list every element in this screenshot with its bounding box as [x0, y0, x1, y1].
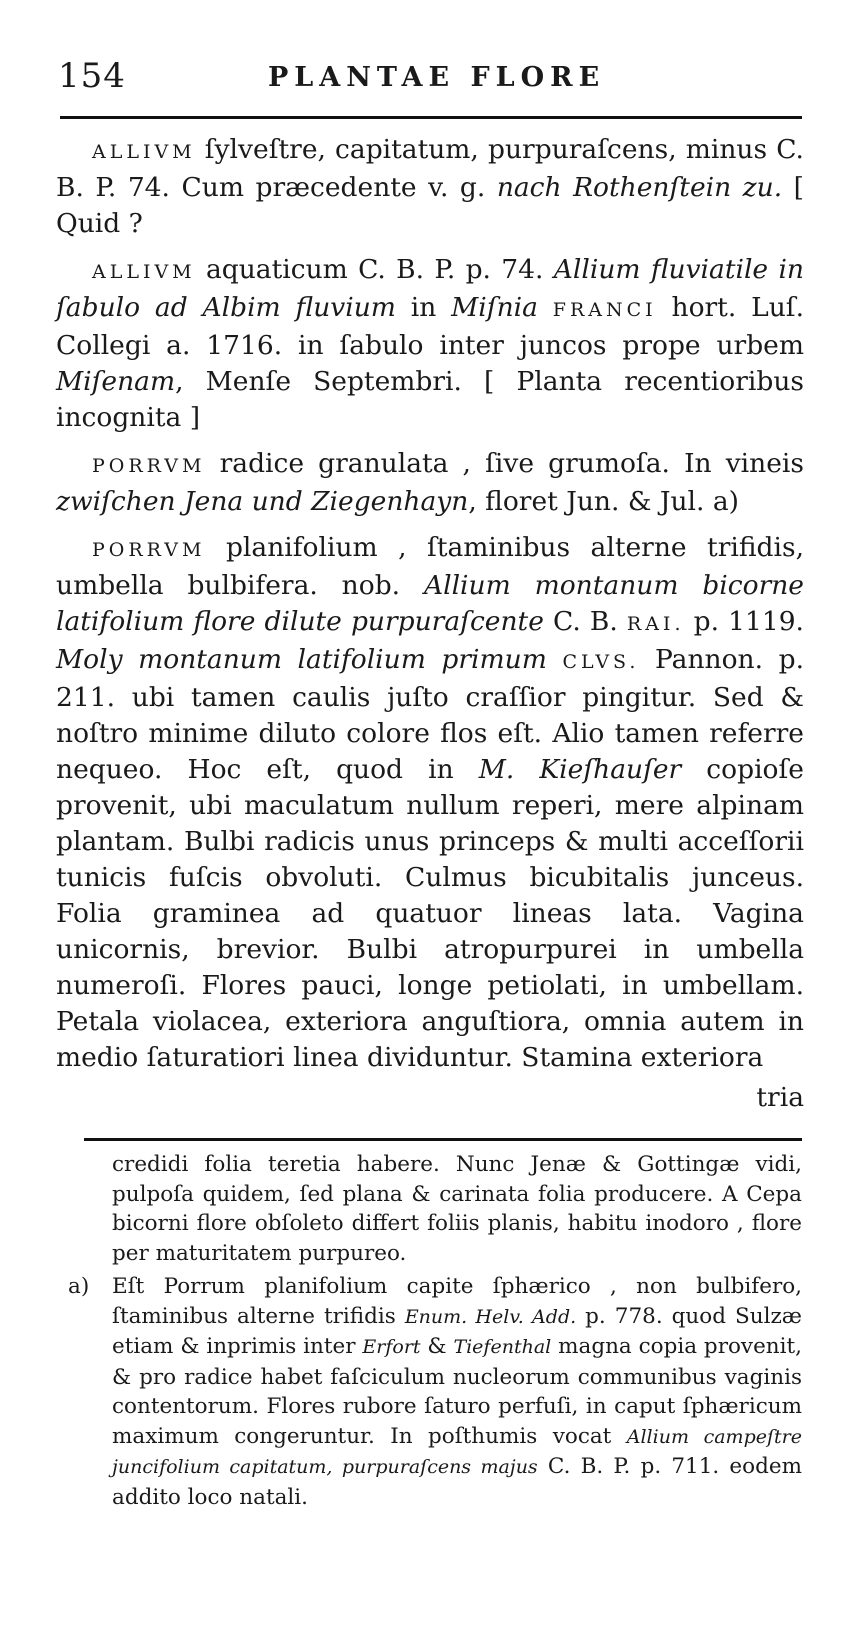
entry-text: in — [395, 292, 452, 323]
footnote-text: Eſt Porrum planifolium capite ſphærico , non bulbifero, ſtaminibus alterne trifidis — [112, 1274, 802, 1329]
entry-text: planifolium , ſtaminibus alterne trifidis, umbella bulbifera. nob. — [56, 532, 804, 601]
entry-italic: Moly montanum latifolium primum — [56, 644, 547, 675]
entry-author: RAI. — [626, 613, 685, 635]
footnote-mark: a) — [68, 1274, 90, 1299]
entry-genus: ALLIVM — [92, 261, 196, 283]
entry-genus: PORRVM — [92, 539, 206, 561]
entry-text: , Menſe Septembri. [ Planta recentioribus incognita ] — [56, 366, 804, 433]
entry-text: hort. Luſ. Collegi a. 1716. in ſabulo inter juncos prope urbem — [56, 292, 804, 361]
entry-text: radice granulata , ſive grumoſa. In vineis — [219, 448, 804, 479]
entry-allium-sylvestre — [56, 132, 804, 242]
running-title: PLANTAE FLORE — [268, 62, 606, 93]
entry-text: p. 1119. — [684, 606, 804, 637]
entry-genus: ALLIVM — [92, 141, 196, 163]
entry-text: C. B. — [543, 606, 627, 637]
entry-text: aquaticum C. B. P. p. 74. — [205, 254, 554, 285]
footnote-text: C. B. P. p. 711. eodem addito loco natali. — [112, 1454, 802, 1510]
footnotes — [68, 1150, 802, 1512]
running-head — [58, 52, 803, 102]
footnote-rule — [84, 1138, 802, 1141]
entry-italic: Allium montanum bicorne latifolium flore dilute purpuraſcente — [56, 570, 804, 637]
entry-text: copioſe provenit, ubi maculatum nullum reperi, mere alpinam plantam. Bulbi radicis unus princeps & multi acceſſorii tunicis fuſcis obvoluti. Culmus bicubitalis junceus. Folia graminea ad quatuor lineas lata. Vagina unicornis, brevior. Bulbi atropurpurei in umbella numeroſi. Flores pauci, longe petiolati, in umbellam. Petala violacea, exteriora anguſtiora, omnia autem in medio ſaturatiori linea dividuntur. Stamina exteriora — [56, 754, 804, 1073]
footnote-a — [68, 1272, 802, 1512]
entry-porrum-radice-granulata — [56, 446, 804, 520]
footnote-continuation: credidi folia teretia habere. Nunc Jenæ & Gottingæ vidi, pulpoſa quidem, ſed plana & carinata folia producere. A Cepa bicorni flore obſoleto differt foliis planis, habitu inodoro , flore per maturitatem purpureo. — [112, 1152, 802, 1266]
footnote-italic: Allium campeſtre juncifolium capitatum, purpuraſcens majus — [112, 1425, 802, 1478]
footnote-text: & — [420, 1334, 454, 1359]
catchword: tria — [756, 1082, 804, 1113]
footnote-text: p. 778. quod Sulzæ etiam & inprimis inter — [112, 1303, 802, 1359]
page-number: 154 — [58, 56, 126, 96]
main-text — [56, 132, 804, 1116]
entry-italic: Allium fluviatile in ſabulo ad Albim fluvium — [56, 254, 804, 323]
entry-italic: Miſenam — [56, 366, 176, 397]
footnote-italic: Tiefenthal — [453, 1336, 552, 1358]
footnote-italic: Erfort — [362, 1336, 421, 1358]
entry-author: CLVS. — [562, 651, 640, 673]
entry-genus: PORRVM — [92, 455, 206, 477]
entry-porrum-planifolium — [56, 530, 804, 1076]
entry-italic: M. Kieſhauſer — [478, 754, 682, 785]
entry-allium-aquaticum — [56, 252, 804, 436]
footnote-text: magna copia provenit, & pro radice habet faſciculum nucleorum communibus vaginis contentorum. Flores rubore ſaturo perfuſi, in caput ſphæricum maximum congeruntur. In poſthumis vocat — [112, 1334, 802, 1449]
entry-italic: Miſnia — [451, 292, 538, 323]
entry-text: ſylveſtre, capitatum, purpuraſcens, minus C. B. P. 74. Cum præcedente v. g. — [56, 134, 804, 203]
entry-text: Pannon. p. 211. ubi tamen caulis juſto craſſior pingitur. Sed & noſtro minime diluto colore flos eſt. Alio tamen referre nequeo. Hoc eſt, quod in — [56, 644, 804, 785]
entry-text: [ Quid ? — [56, 172, 805, 239]
entry-author: FRANCI — [552, 299, 657, 321]
entry-text: , floret Jun. & Jul. a) — [468, 486, 739, 517]
footnote-italic: Enum. Helv. Add. — [404, 1305, 577, 1328]
entry-italic: zwiſchen Jena und Ziegenhayn — [56, 486, 469, 517]
entry-italic: nach Rothenſtein zu. — [496, 172, 783, 203]
header-rule — [60, 116, 802, 119]
